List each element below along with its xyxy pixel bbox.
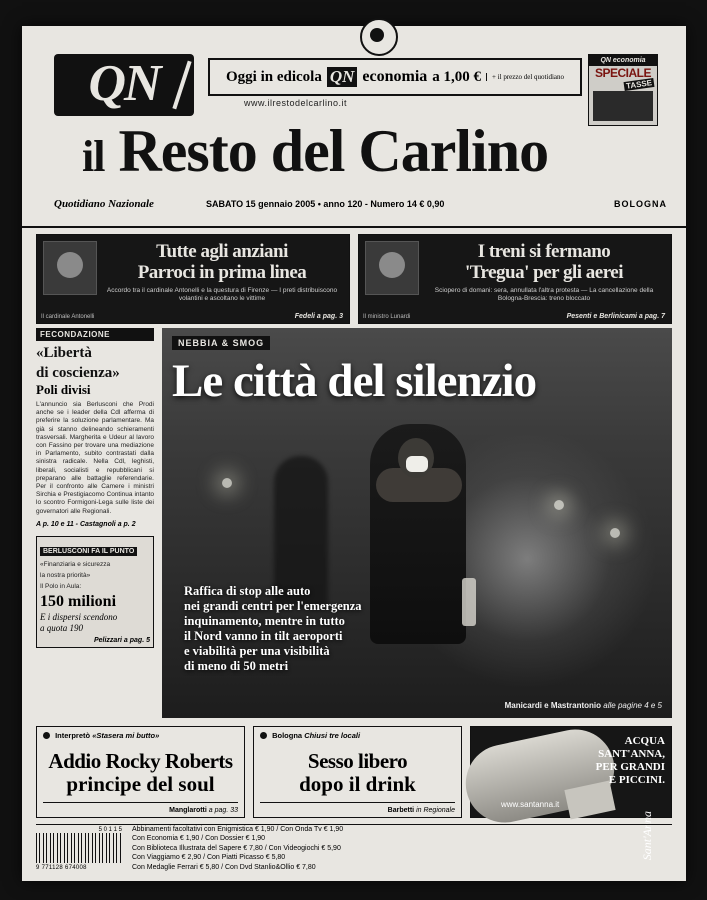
promo-footnote: + il prezzo del quotidiano: [486, 73, 564, 81]
ad-line-4: E PICCINI.: [608, 774, 665, 786]
barcode-top-number: 5 0 1 1 5: [98, 827, 122, 833]
lower-teaser-headline-2: principe del soul: [66, 772, 215, 796]
ad-line-2: SANT'ANNA,: [598, 748, 665, 760]
sub-box-line3: Il Polo in Aula:: [40, 582, 82, 590]
ad-brand: Sant'Anna: [640, 811, 654, 861]
title-main: Resto del Carlino: [118, 118, 549, 184]
qn-logo-slash-icon: [172, 61, 191, 110]
left-column-headline-3: Poli divisi: [36, 382, 91, 397]
hero-lead-line: di meno di 50 metri: [184, 659, 289, 673]
hero-credit-ref: alle pagine 4 e 5: [603, 701, 662, 710]
sub-box-italic-2: a quota 190: [40, 622, 84, 633]
page-title: [82, 114, 682, 188]
teaser-page-ref: Fedeli a pag. 3: [294, 313, 343, 320]
left-column-page-ref: A p. 10 e 11 - Castagnoli a p. 2: [36, 520, 136, 528]
footer: [36, 824, 672, 878]
ad-line-3: PER GRANDI: [595, 761, 665, 773]
tagline: Quotidiano Nazionale: [54, 198, 154, 210]
hero-lead-line: Raffica di stop alle auto: [184, 584, 311, 598]
hero-lead: [184, 584, 434, 674]
lower-teaser-card[interactable]: [36, 726, 245, 818]
lower-teaser-tag: [43, 731, 238, 740]
teaser-headline-line2: Parroci in prima linea: [137, 262, 307, 283]
portrait-thumbnail: [43, 241, 97, 295]
lower-teaser-tag: [260, 731, 455, 740]
teaser-headline-line2: 'Tregua' per gli aerei: [464, 262, 624, 283]
website-url[interactable]: www.ilrestodelcarlino.it: [244, 98, 348, 108]
street-lamp-icon: [610, 528, 620, 538]
lower-teaser-tag-main: Bologna: [272, 731, 303, 740]
front-page: [22, 26, 686, 881]
lower-teaser-headline-1: Sesso libero: [307, 749, 408, 773]
teaser-dek: Accordo tra il cardinale Antonelli e la questura di Firenze — I preti distribuiscono volantini e ascoltano le vittime: [106, 287, 338, 302]
hero-credit-names: Manicardi e Mastrantonio: [504, 701, 602, 710]
left-column: [36, 328, 154, 718]
promo-brand-qn: QN: [327, 67, 358, 87]
bullet-icon: [43, 732, 50, 739]
supplement-line: Con Economia € 1,90 / Con Dossier € 1,90: [132, 835, 266, 843]
lower-teaser-ref-rest: in Regionale: [416, 807, 455, 814]
ad-copy: [571, 735, 665, 787]
promo-text-1: Oggi in edicola: [225, 68, 322, 85]
economia-insert-flash: TASSE: [625, 78, 653, 91]
portrait-thumbnail: [365, 241, 419, 295]
sub-box-kicker: BERLUSCONI FA IL PUNTO: [40, 547, 137, 556]
left-column-headline-1: «Libertà: [36, 345, 92, 361]
supplements-list: [132, 825, 552, 872]
lower-teaser-tag-em: «Stasera mi butto»: [92, 731, 160, 740]
hero-photo[interactable]: [162, 328, 672, 718]
masthead-subline: [54, 198, 667, 210]
promo-banner[interactable]: [208, 58, 582, 96]
lower-teaser-tag-em: Chiusi tre locali: [304, 731, 361, 740]
hero-credit: [505, 701, 662, 710]
main-body: [36, 328, 672, 718]
street-lamp-icon: [554, 500, 564, 510]
street-lamp-icon: [222, 478, 232, 488]
lower-teaser-card[interactable]: [253, 726, 462, 818]
lower-teaser-headline-1: Addio Rocky Roberts: [48, 749, 233, 773]
lower-teaser-ref-name: Manglarotti: [169, 807, 207, 814]
teaser-dek: Sciopero di domani: sera, annullata l'altra protesta — La cancellazione della Bologna-Brescia: treno bloccato: [434, 287, 654, 302]
qn-logo: [54, 54, 194, 116]
sub-box-line1: «Finanziaria e sicurezza: [40, 560, 111, 568]
left-column-sub-box[interactable]: [36, 536, 154, 648]
supplement-line: Abbinamenti facoltativi con Enigmistica € 1,90 / Con Onda Tv € 1,90: [132, 826, 344, 833]
supplement-line: Con Viaggiamo € 2,90 / Con Piatti Picasso € 5,80: [132, 854, 286, 862]
sub-box-line2: la nostra priorità»: [40, 571, 91, 579]
hero-lead-line: nei grandi centri per l'emergenza: [184, 599, 362, 613]
supplement-line: Con Medaglie Ferrari € 5,80 / Con Dvd Stanlio&Ollio € 7,80: [132, 863, 316, 871]
hero-headline: Le città del silenzio: [172, 355, 537, 407]
masthead: [22, 26, 686, 228]
lower-teaser-ref: [388, 807, 455, 814]
hero-lead-line: inquinamento, mentre in tutto: [184, 614, 345, 628]
teaser-card[interactable]: [36, 234, 350, 324]
registration-mark-icon: [360, 18, 398, 56]
divider: [260, 802, 455, 803]
lower-teaser-ref: [169, 807, 238, 814]
advertisement[interactable]: [470, 726, 672, 861]
bottle-shape: [462, 578, 476, 626]
barcode-bars: [36, 833, 122, 863]
left-column-kicker: FECONDAZIONE: [36, 328, 154, 341]
ad-line-1: ACQUA: [624, 735, 665, 747]
teaser-headline-line1: Tutte agli anziani: [156, 241, 288, 262]
edition-name: BOLOGNA: [614, 199, 667, 209]
ad-url[interactable]: www.santanna.it: [501, 800, 560, 809]
barcode-number: 9 771128 674008: [36, 865, 87, 871]
hero-kicker: NEBBIA & SMOG: [172, 336, 270, 350]
qn-logo-text: QN: [88, 55, 160, 112]
teaser-headline-line1: I treni si fermano: [477, 241, 611, 262]
bullet-icon: [260, 732, 267, 739]
top-teaser-row: [36, 234, 672, 324]
lower-teaser-ref-name: Barbetti: [387, 807, 415, 814]
promo-price: a 1,00 €: [432, 68, 482, 85]
supplement-line: Con Biblioteca Illustrata del Sapere € 7,80 / Con Videogiochi € 5,90: [132, 844, 341, 852]
lower-teaser-headline-2: dopo il drink: [299, 772, 416, 796]
promo-brand-rest: economia: [362, 68, 428, 85]
barcode: [36, 827, 122, 871]
hero-lead-line: il Nord vanno in tilt aeroporti: [184, 629, 343, 643]
teaser-card[interactable]: [358, 234, 672, 324]
title-article: il: [82, 132, 105, 181]
dateline: SABATO 15 gennaio 2005 • anno 120 - Numero 14 € 0,90: [206, 199, 445, 209]
lower-teaser-tag-main: Interpretò: [55, 731, 91, 740]
sub-box-italic-1: E i dispersi scendono: [40, 611, 118, 622]
economia-insert-top: QN economia: [589, 55, 657, 66]
sub-box-page-ref: Pelizzari a pag. 5: [93, 636, 150, 644]
left-column-body: L'annuncio sia Berlusconi che Prodi anche se i leader della Cdl afferma di preferire la soluzione parlamentare. Ma già si stanno delineando schieramenti trasversali. Margherita e Udeur al lavoro con Fassino per trovare una mediazione in Parlamento, subito contrastati dalla sinistra radicale. Nella Cdl, leghisti, liberali, socialisti e repubblicani si preparano alle battaglie referendarie. Per il confronto alle Camere i ministri Sirchia e Prestigiacomo Continua intanto lo scontro Formigoni-Lega sulle liste dei governatori alle Regionali.: [36, 401, 154, 515]
hero-lead-line: e viabilità per una visibilità: [184, 644, 330, 658]
teaser-page-ref: Pesenti e Berlinicami a pag. 7: [566, 313, 665, 320]
lower-teaser-ref-rest: a pag. 33: [208, 807, 238, 814]
teaser-caption: Il ministro Lunardi: [363, 314, 411, 320]
left-column-headline-2: di coscienza»: [36, 365, 120, 381]
teaser-caption: Il cardinale Antonelli: [41, 314, 95, 320]
face-mask-icon: [406, 456, 428, 472]
sub-box-figure: 150 milioni: [40, 592, 117, 610]
divider: [43, 802, 238, 803]
economia-insert-title: SPECIALE: [594, 66, 651, 80]
